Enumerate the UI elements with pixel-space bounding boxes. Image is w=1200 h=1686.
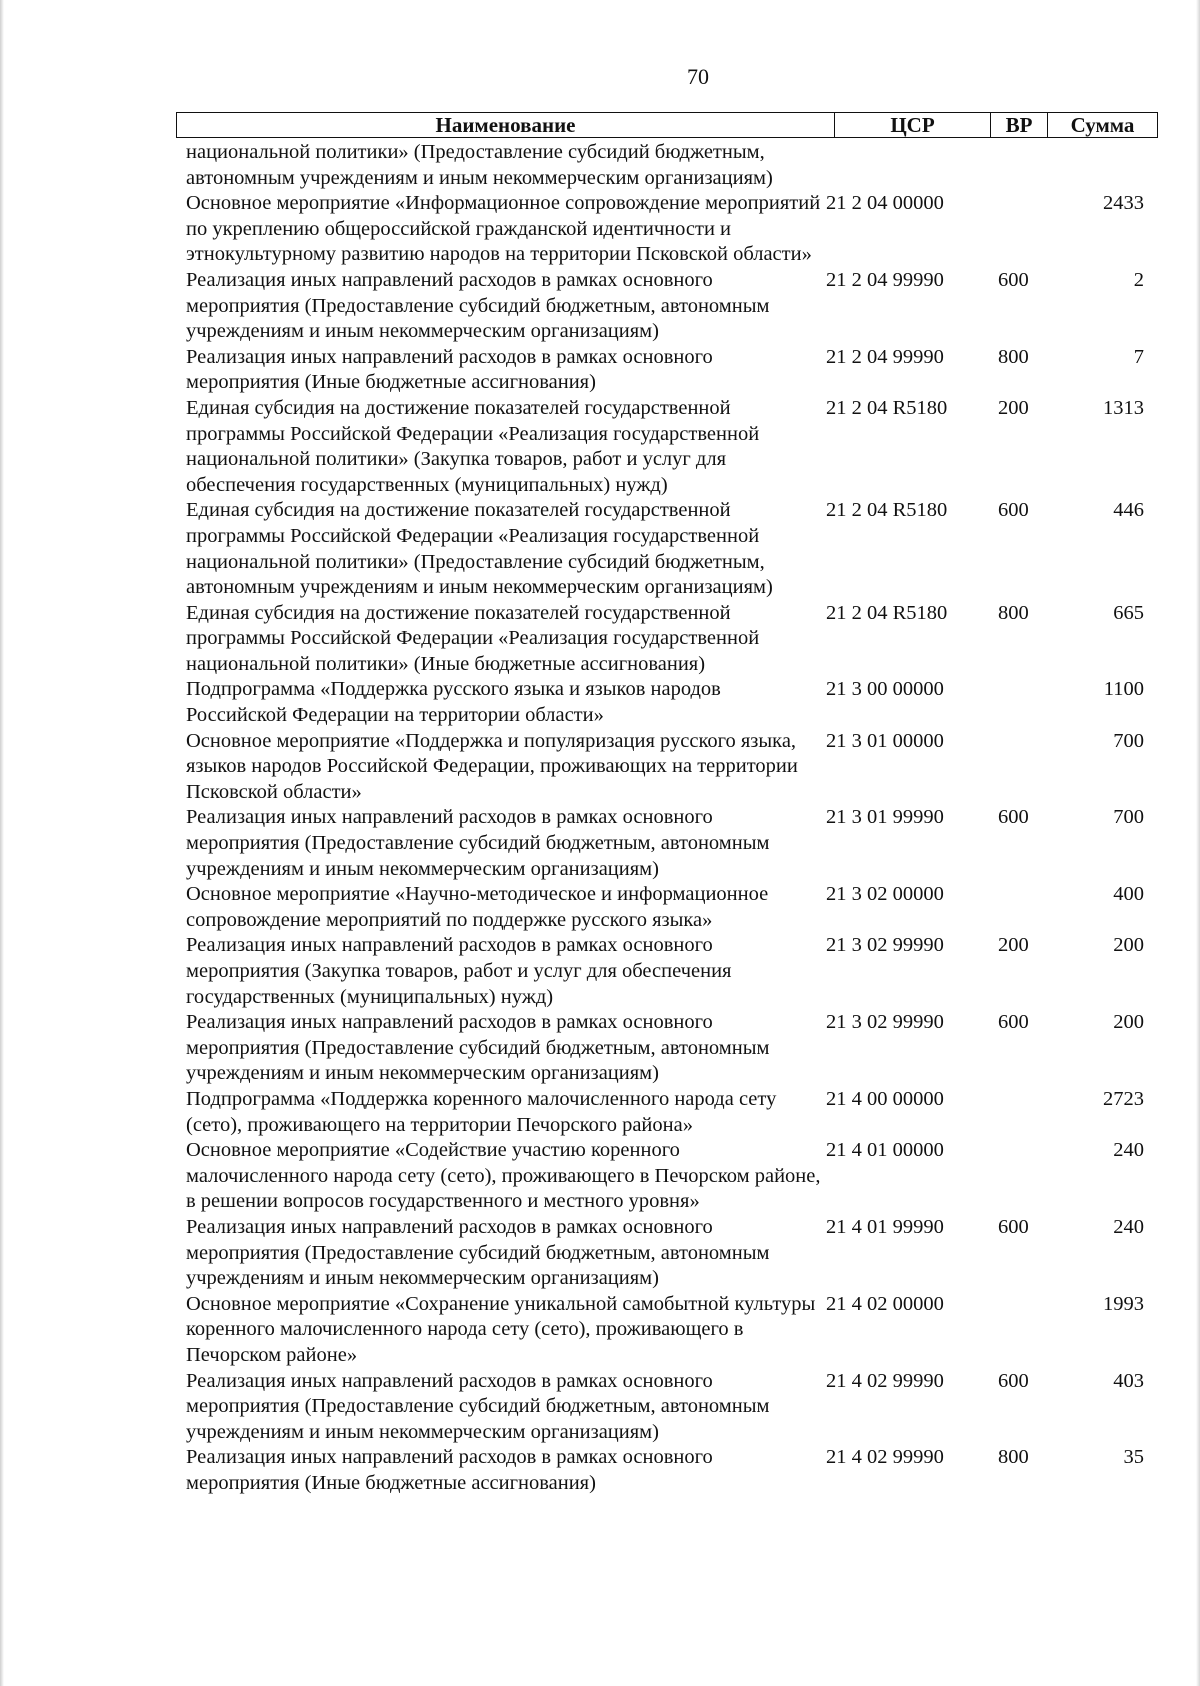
row-sum: 400 — [1113, 883, 1144, 906]
row-name: Реализация иных направлений расходов в рамках основного мероприятия (Предоставление субсидий бюджетным, автономным учреждениям и иным некоммерческим организациям) — [186, 1369, 770, 1443]
table-row — [186, 1215, 1146, 1292]
row-vr: 200 — [998, 934, 1029, 957]
row-csr: 21 2 04 R5180 — [826, 601, 948, 624]
row-vr: 800 — [998, 345, 1029, 368]
row-vr: 800 — [998, 601, 1029, 624]
header-vr: ВР — [991, 113, 1048, 137]
row-csr: 21 3 01 00000 — [826, 729, 944, 752]
row-sum: 200 — [1113, 934, 1144, 957]
table-row — [186, 1087, 1146, 1138]
row-sum: 700 — [1113, 729, 1144, 752]
row-name: Реализация иных направлений расходов в рамках основного мероприятия (Иные бюджетные ассигнования) — [186, 345, 713, 394]
row-name: Основное мероприятие «Содействие участию коренного малочисленного народа сету (сето), проживающего в Печорском районе, в решении вопросов государственного и местного уровня» — [186, 1139, 821, 1213]
row-name: Единая субсидия на достижение показателей государственной программы Российской Федерации «Реализация государственной национальной политики» (Предоставление субсидий бюджетным, автономным учреждениям и иным некоммерческим организациям) — [186, 499, 773, 599]
row-csr: 21 4 01 00000 — [826, 1139, 944, 1162]
row-vr: 800 — [998, 1446, 1029, 1469]
table-row — [186, 345, 1146, 396]
row-name: Реализация иных направлений расходов в рамках основного мероприятия (Предоставление субсидий бюджетным, автономным учреждениям и иным некоммерческим организациям) — [186, 1011, 770, 1085]
row-csr: 21 4 00 00000 — [826, 1087, 944, 1110]
row-csr: 21 3 02 00000 — [826, 883, 944, 906]
row-sum: 2433 — [1103, 192, 1144, 215]
row-name: Единая субсидия на достижение показателей государственной программы Российской Федерации «Реализация государственной национальной политики» (Закупка товаров, работ и услуг для обеспечения государственных (муниципальных) нужд) — [186, 396, 760, 496]
row-sum: 700 — [1113, 806, 1144, 829]
row-csr: 21 4 02 99990 — [826, 1446, 944, 1469]
row-sum: 35 — [1123, 1446, 1144, 1469]
row-name: Реализация иных направлений расходов в рамках основного мероприятия (Закупка товаров, работ и услуг для обеспечения государственных (муниципальных) нужд) — [186, 934, 732, 1008]
row-csr: 21 2 04 R5180 — [826, 499, 948, 522]
row-sum: 240 — [1113, 1139, 1144, 1162]
table-row — [186, 191, 1146, 268]
row-vr: 600 — [998, 499, 1029, 522]
row-sum: 2723 — [1103, 1087, 1144, 1110]
header-csr: ЦСР — [835, 113, 991, 137]
scan-edge-right — [1196, 0, 1200, 1686]
row-csr: 21 4 02 99990 — [826, 1369, 944, 1392]
row-sum: 2 — [1133, 268, 1144, 291]
row-name: Реализация иных направлений расходов в рамках основного мероприятия (Предоставление субсидий бюджетным, автономным учреждениям и иным некоммерческим организациям) — [186, 1215, 770, 1290]
row-sum: 1993 — [1103, 1292, 1144, 1315]
row-name: Единая субсидия на достижение показателей государственной программы Российской Федерации «Реализация государственной национальной политики» (Иные бюджетные ассигнования) — [186, 601, 760, 675]
table-row — [186, 933, 1146, 1010]
header-sum: Сумма — [1070, 113, 1135, 137]
row-vr: 600 — [998, 1369, 1029, 1392]
row-name: Реализация иных направлений расходов в рамках основного мероприятия (Предоставление субсидий бюджетным, автономным учреждениям и иным некоммерческим организациям) — [186, 806, 770, 880]
row-vr: 600 — [998, 806, 1029, 829]
table-row — [186, 677, 1146, 728]
table-row — [186, 729, 1146, 806]
row-name: Основное мероприятие «Поддержка и популяризация русского языка, языков народов Российской Федерации, проживающих на территории Псковской области» — [186, 729, 798, 803]
row-sum: 1313 — [1103, 396, 1144, 419]
row-name: Реализация иных направлений расходов в рамках основного мероприятия (Предоставление субсидий бюджетным, автономным учреждениям и иным некоммерческим организациям) — [186, 268, 770, 343]
table-row — [186, 396, 1146, 498]
table-row — [186, 1138, 1146, 1215]
scan-edge-left — [0, 0, 4, 1686]
row-vr: 600 — [998, 1011, 1029, 1034]
row-csr: 21 3 01 99990 — [826, 806, 944, 829]
row-name: Основное мероприятие «Информационное сопровождение мероприятий по укреплению общероссийской гражданской идентичности и этнокультурному развитию народов на территории Псковской области» — [186, 192, 821, 266]
row-name: Подпрограмма «Поддержка русского языка и языков народов Российской Федерации на территории области» — [186, 678, 721, 727]
table-row — [186, 268, 1146, 345]
row-sum: 1100 — [1103, 678, 1144, 701]
row-csr: 21 3 02 99990 — [826, 934, 944, 957]
row-name: Подпрограмма «Поддержка коренного малочисленного народа сету (сето), проживающего на территории Печорского района» — [186, 1087, 777, 1136]
table-row — [186, 805, 1146, 882]
table-row — [186, 1292, 1146, 1369]
row-csr: 21 3 02 99990 — [826, 1011, 944, 1034]
row-csr: 21 3 00 00000 — [826, 678, 944, 701]
page-number: 70 — [687, 64, 709, 89]
row-csr: 21 4 01 99990 — [826, 1215, 944, 1238]
row-sum: 240 — [1113, 1215, 1144, 1238]
row-name: Основное мероприятие «Научно-методическое и информационное сопровождение мероприятий по поддержке русского языка» — [186, 883, 769, 931]
row-sum: 200 — [1113, 1011, 1144, 1034]
row-csr: 21 4 02 00000 — [826, 1292, 944, 1315]
table-row — [186, 1010, 1146, 1087]
table-row — [186, 882, 1146, 933]
row-csr: 21 2 04 R5180 — [826, 396, 948, 419]
row-name: Реализация иных направлений расходов в рамках основного мероприятия (Иные бюджетные ассигнования) — [186, 1446, 713, 1494]
table-row — [186, 1369, 1146, 1446]
table-row — [186, 1445, 1146, 1496]
table-header — [176, 112, 1158, 138]
row-csr: 21 2 04 00000 — [826, 192, 944, 215]
row-vr: 200 — [998, 396, 1029, 419]
row-sum: 665 — [1113, 601, 1144, 624]
row-vr: 600 — [998, 268, 1029, 291]
row-sum: 7 — [1133, 345, 1144, 368]
row-csr: 21 2 04 99990 — [826, 345, 944, 368]
row-name: национальной политики» (Предоставление субсидий бюджетным, автономным учреждениям и иным некоммерческим организациям) — [186, 141, 773, 189]
header-name: Наименование — [177, 113, 835, 137]
row-name: Основное мероприятие «Сохранение уникальной самобытной культуры коренного малочисленного народа сету (сето), проживающего в Печорском районе» — [186, 1292, 816, 1366]
table-row — [186, 601, 1146, 678]
row-sum: 403 — [1113, 1369, 1144, 1392]
row-csr: 21 2 04 99990 — [826, 268, 944, 291]
table-body — [186, 140, 1146, 1496]
row-vr: 600 — [998, 1215, 1029, 1238]
table-row — [186, 140, 1146, 191]
row-sum: 446 — [1113, 499, 1144, 522]
table-row — [186, 498, 1146, 600]
